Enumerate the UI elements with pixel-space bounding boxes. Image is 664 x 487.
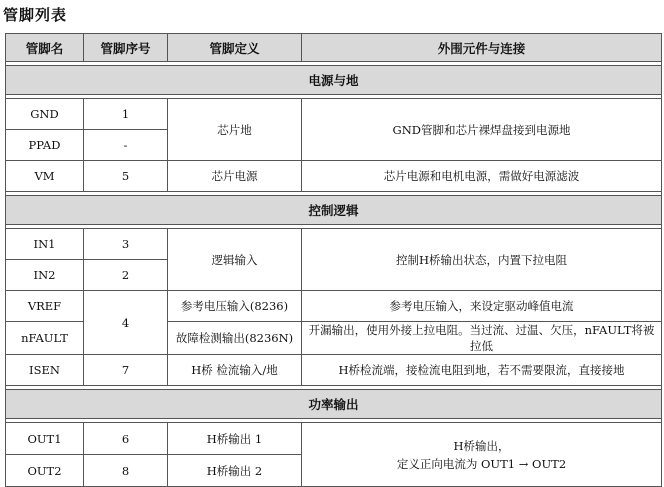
pin-name: PPAD xyxy=(6,130,84,161)
pin-definition: H桥输出 2 xyxy=(168,455,302,487)
page-title: 管脚列表 xyxy=(3,6,68,24)
pin-name: IN1 xyxy=(6,229,84,260)
table-row-gnd xyxy=(6,99,662,130)
header-row xyxy=(6,34,662,62)
pin-definition: H桥输出 1 xyxy=(168,423,302,455)
pin-number: 7 xyxy=(84,355,168,386)
pin-connection: H桥检流端，接检流电阻到地，若不需要限流，直接接地 xyxy=(302,355,662,386)
pin-name: VM xyxy=(6,161,84,192)
section-title-logic: 控制逻辑 xyxy=(6,196,662,225)
pin-name: nFAULT xyxy=(6,322,84,355)
pin-number: - xyxy=(84,130,168,161)
pin-name: OUT1 xyxy=(6,423,84,455)
pin-definition: H桥 检流输入/地 xyxy=(168,355,302,386)
pin-connection xyxy=(302,423,662,487)
section-row-power xyxy=(6,66,662,95)
pin-name: GND xyxy=(6,99,84,130)
pin-number: 8 xyxy=(84,455,168,487)
table-row-isen xyxy=(6,355,662,386)
pin-name: IN2 xyxy=(6,260,84,291)
section-row-logic xyxy=(6,196,662,225)
connection-line: 定义正向电流为 OUT1 → OUT2 xyxy=(396,456,567,471)
header-external-connection: 外围元件与连接 xyxy=(302,34,662,62)
pin-name: ISEN xyxy=(6,355,84,386)
pin-number: 1 xyxy=(84,99,168,130)
pin-definition: 参考电压输入(8236) xyxy=(168,291,302,322)
connection-line: H桥输出， xyxy=(453,438,510,453)
pin-connection: 开漏输出，使用外接上拉电阻。当过流、过温、欠压，nFAULT将被拉低 xyxy=(302,322,662,355)
pin-number: 6 xyxy=(84,423,168,455)
pin-connection: GND管脚和芯片裸焊盘接到电源地 xyxy=(302,99,662,161)
table-row-out1 xyxy=(6,423,662,455)
table-row-vref xyxy=(6,291,662,322)
pin-number: 2 xyxy=(84,260,168,291)
section-title-power: 电源与地 xyxy=(6,66,662,95)
pin-number: 4 xyxy=(84,291,168,355)
pin-connection: 参考电压输入，来设定驱动峰值电流 xyxy=(302,291,662,322)
pin-definition: 故障检测输出(8236N) xyxy=(168,322,302,355)
table-row-vm xyxy=(6,161,662,192)
pin-table xyxy=(5,33,662,487)
pin-definition: 逻辑输入 xyxy=(168,229,302,291)
pin-number: 5 xyxy=(84,161,168,192)
pin-connection: 芯片电源和电机电源，需做好电源滤波 xyxy=(302,161,662,192)
section-title-output: 功率输出 xyxy=(6,390,662,419)
header-pin-definition: 管脚定义 xyxy=(168,34,302,62)
table-row-in1 xyxy=(6,229,662,260)
pin-connection: 控制H桥输出状态，内置下拉电阻 xyxy=(302,229,662,291)
section-row-output xyxy=(6,390,662,419)
header-pin-number: 管脚序号 xyxy=(84,34,168,62)
pin-number: 3 xyxy=(84,229,168,260)
pin-name: OUT2 xyxy=(6,455,84,487)
header-pin-name: 管脚名 xyxy=(6,34,84,62)
pin-definition: 芯片电源 xyxy=(168,161,302,192)
pin-definition: 芯片地 xyxy=(168,99,302,161)
pin-name: VREF xyxy=(6,291,84,322)
